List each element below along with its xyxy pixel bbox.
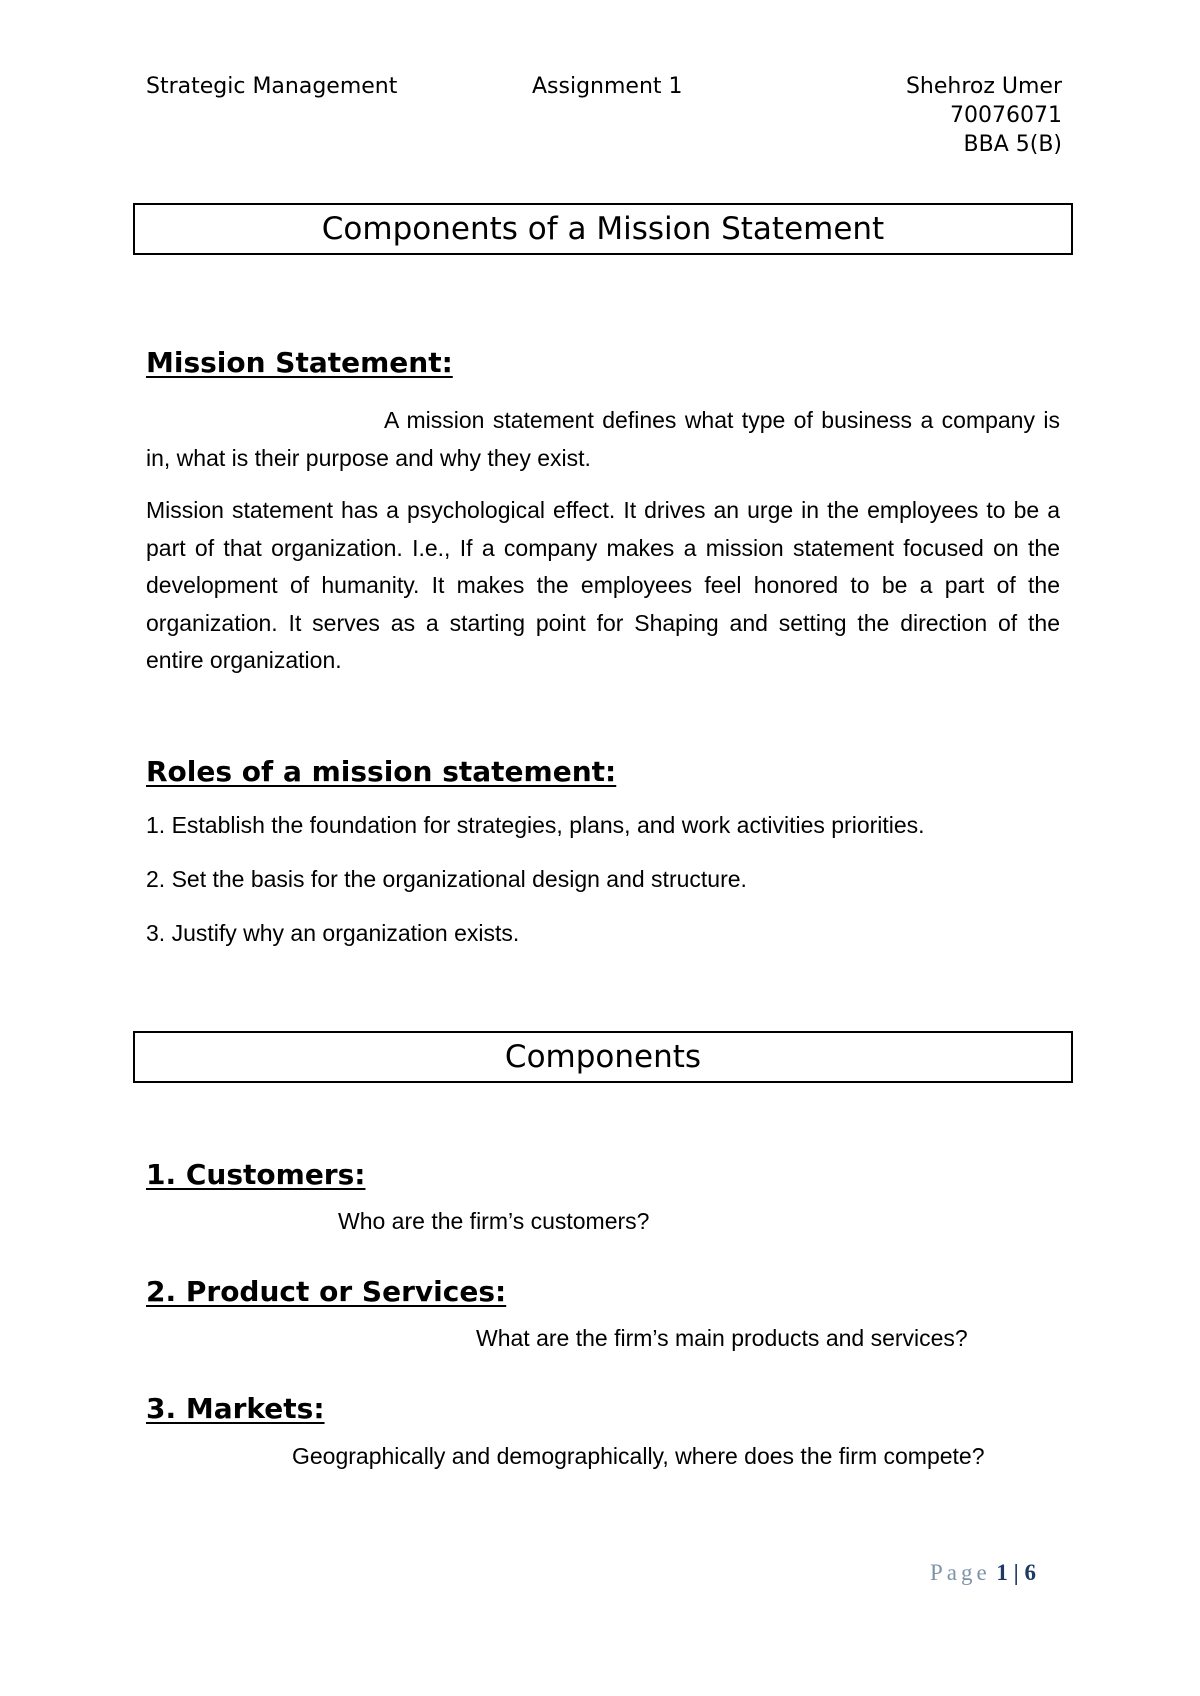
component-markets (146, 1392, 1060, 1476)
list-item: 3. Justify why an organization exists. (146, 920, 520, 946)
mission-section (146, 346, 1060, 680)
mission-heading: Mission Statement: (146, 346, 453, 379)
list-item: 2. Set the basis for the organizational design and structure. (146, 866, 747, 892)
list-item: 1. Establish the foundation for strategies, plans, and work activities priorities. (146, 812, 925, 838)
component-customers (146, 1158, 1060, 1241)
mission-paragraph-1: A mission statement defines what type of business a company is in, what is their purpose and why they exist. (146, 407, 1060, 471)
header-assignment: Assignment 1 (532, 74, 683, 99)
header-student-info (906, 72, 1062, 159)
page-number (930, 1560, 1036, 1586)
component-text: What are the firm’s main products and services? (476, 1325, 968, 1351)
component-products (146, 1275, 1060, 1358)
page-separator: | (1013, 1560, 1019, 1585)
header-class: BBA 5(B) (963, 132, 1062, 157)
component-text: Geographically and demographically, where does the firm compete? (292, 1443, 985, 1469)
header-student-id: 70076071 (950, 103, 1062, 128)
roles-heading: Roles of a mission statement: (146, 755, 617, 788)
component-heading: 3. Markets: (146, 1392, 325, 1425)
main-title: Components of a Mission Statement (133, 203, 1073, 255)
mission-paragraph-2: Mission statement has a psychological effect. It drives an urge in the employees to be a part of that organization. I.e., If a company makes a mission statement focused on the development of humanity. It makes the employees feel honored to be a part of the organization. It serves as a starting point for Shaping and setting the direction of the entire organization. (146, 497, 1060, 673)
page-current: 1 (996, 1560, 1008, 1585)
page-label: Page (929, 1560, 991, 1585)
component-heading: 2. Product or Services: (146, 1275, 507, 1308)
page-total: 6 (1024, 1560, 1036, 1585)
header-course: Strategic Management (146, 74, 398, 99)
component-text: Who are the firm’s customers? (338, 1208, 650, 1234)
header-student-name: Shehroz Umer (905, 74, 1062, 99)
components-title: Components (133, 1031, 1073, 1083)
roles-list (146, 810, 1060, 948)
roles-section (146, 755, 1060, 972)
component-heading: 1. Customers: (146, 1158, 366, 1191)
